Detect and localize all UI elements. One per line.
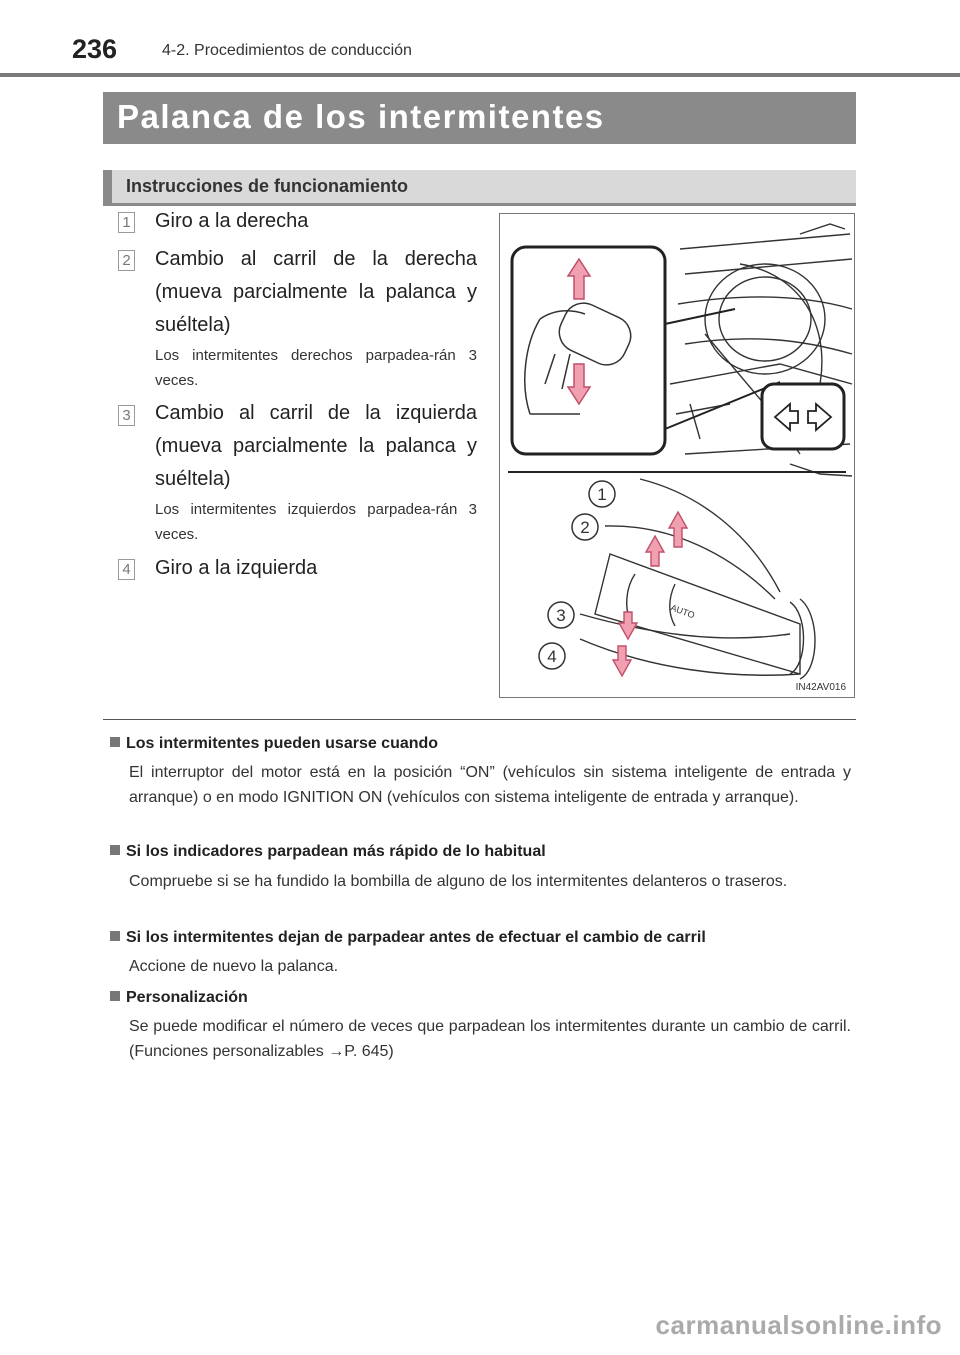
- item-text: Cambio al carril de la derecha (mueva parcialmente la palanca y suéltela): [155, 248, 477, 336]
- section-heading: 4-2. Procedimientos de conducción: [162, 42, 412, 59]
- item-number-badge: 1: [118, 212, 135, 233]
- subtitle-bar: [103, 170, 856, 206]
- note-body: Accione de nuevo la palanca.: [129, 958, 339, 975]
- callout-4: 4: [547, 647, 557, 666]
- item-number-badge: 3: [118, 405, 135, 426]
- bullet-square-icon: [110, 845, 120, 855]
- turn-signal-illustration: [500, 214, 854, 697]
- turn-signal-figure: [499, 213, 855, 698]
- header-rule: [0, 73, 960, 77]
- callout-2: 2: [580, 518, 590, 537]
- item-note: Los intermitentes derechos parpadea-rán 3 veces.: [155, 347, 477, 389]
- lever-auto-label: AUTO: [669, 602, 697, 621]
- title-bar: [103, 92, 856, 144]
- figure-code: IN42AV016: [795, 682, 846, 693]
- note-body: Compruebe si se ha fundido la bombilla de alguno de los intermitentes delanteros o traseros.: [129, 873, 788, 890]
- subtitle-marker: [103, 170, 112, 203]
- item-text: Cambio al carril de la izquierda (mueva parcialmente la palanca y suéltela): [155, 402, 477, 490]
- bullet-square-icon: [110, 991, 120, 1001]
- note-body: Se puede modificar el número de veces que parpadean los intermitentes durante un cambio de carril. (Funciones personalizables →P. 645): [129, 1018, 851, 1060]
- bullet-square-icon: [110, 931, 120, 941]
- notes-rule: [103, 719, 856, 720]
- callout-1: 1: [597, 485, 607, 504]
- watermark: carmanualsonline.info: [655, 1310, 942, 1340]
- item-number-badge: 2: [118, 250, 135, 271]
- item-number-badge: 4: [118, 559, 135, 580]
- bullet-square-icon: [110, 737, 120, 747]
- note-heading: Si los intermitentes dejan de parpadear antes de efectuar el cambio de carril: [110, 929, 706, 947]
- item-text: Giro a la izquierda: [155, 557, 318, 579]
- callout-3: 3: [556, 606, 566, 625]
- item-note: Los intermitentes izquierdos parpadea-rán 3 veces.: [155, 501, 477, 543]
- note-heading: Si los indicadores parpadean más rápido de lo habitual: [110, 843, 546, 861]
- note-body: El interruptor del motor está en la posición “ON” (vehículos sin sistema inteligente de entrada y arranque) o en modo IGNITION ON (vehículos con sistema inteligente de entrada y arranque).: [129, 764, 851, 806]
- note-heading: Los intermitentes pueden usarse cuando: [110, 735, 438, 753]
- note-heading: Personalización: [110, 989, 248, 1007]
- item-text: Giro a la derecha: [155, 210, 309, 232]
- page-number: 236: [72, 34, 118, 64]
- page-title: Palanca de los intermitentes: [117, 98, 605, 135]
- subtitle: Instrucciones de funcionamiento: [126, 176, 409, 196]
